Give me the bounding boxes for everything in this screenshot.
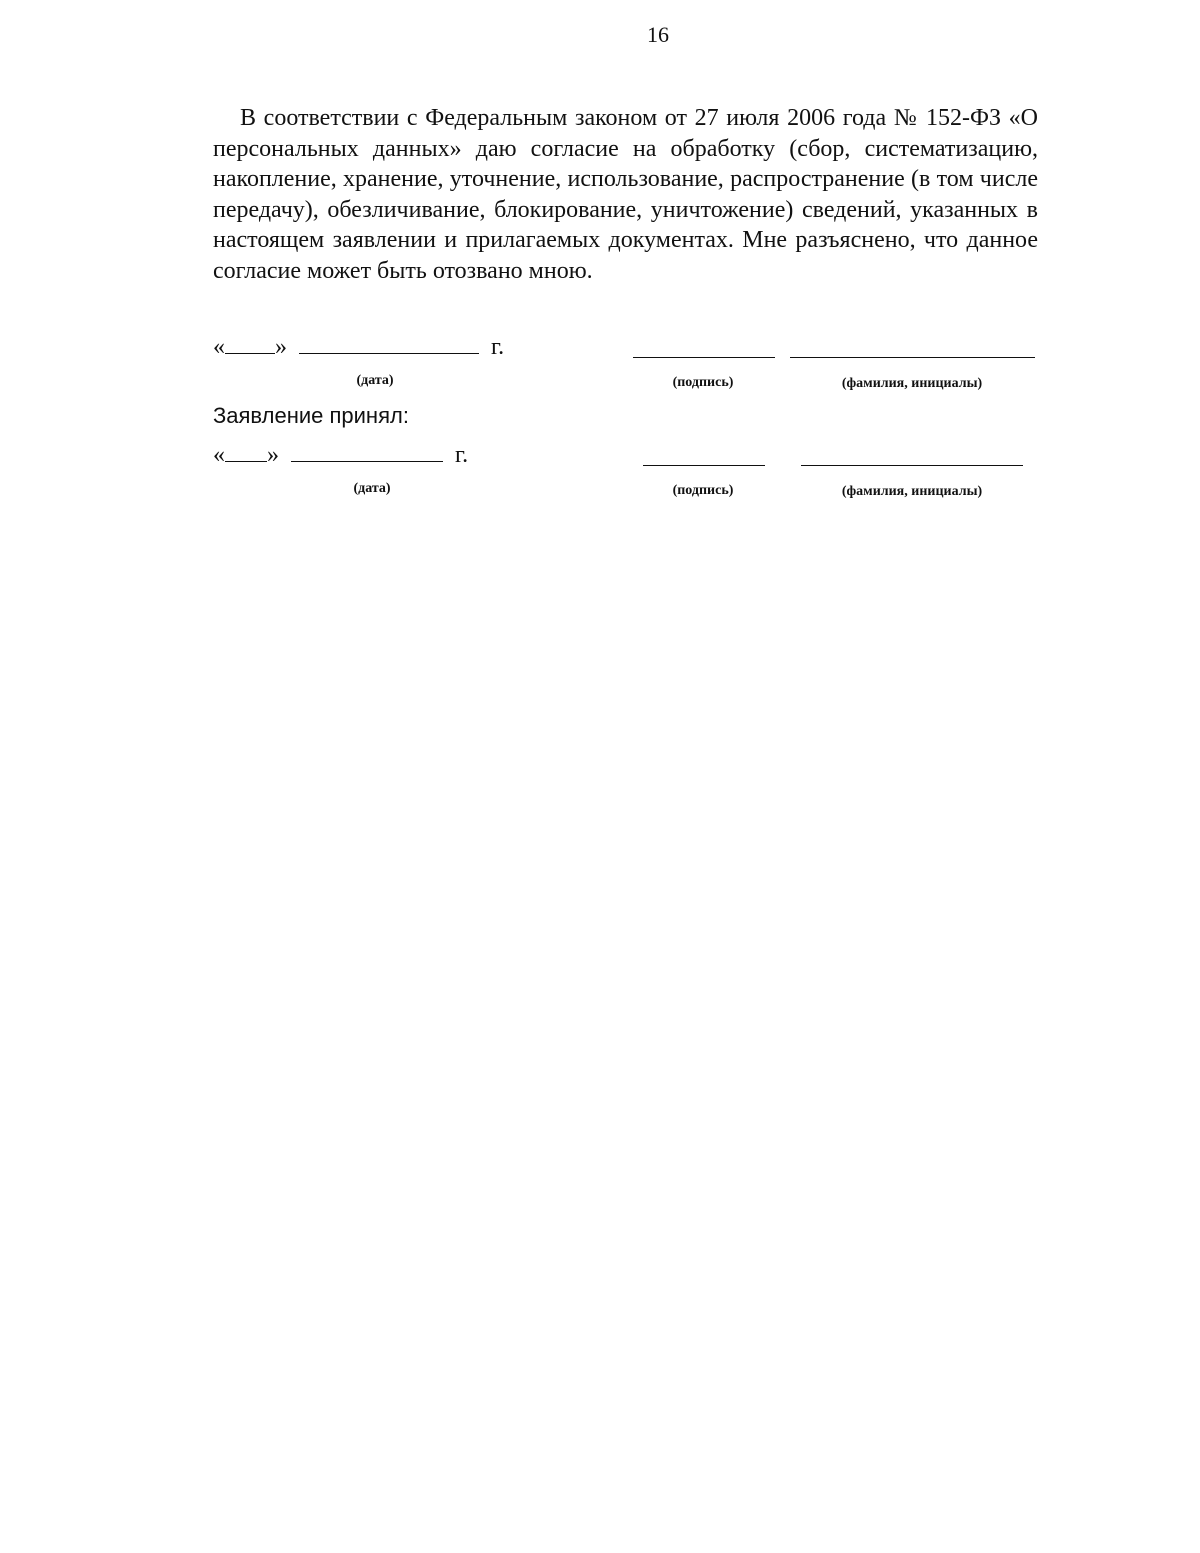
consent-paragraph: В соответствии с Федеральным законом от 27 июля 2006 года № 152-ФЗ «О персональных данных» даю согласие на обработку (сбор, систематизацию, накопление, хранение, уточнение, использование, распространение (в том числе передачу), обезличивание, блокирование, уничтожение) сведений, указанных в настоящем заявлении и прилагаемых документах. Мне разъяснено, что данное согласие может быть отозвано мною. [213,105,1038,284]
day-blank[interactable] [225,441,267,462]
year-suffix: г. [455,442,469,468]
day-blank[interactable] [225,333,275,354]
receiver-signature-caption: (подпись) [672,483,734,498]
month-blank[interactable] [291,441,443,462]
receiver-date-caption: (дата) [353,481,391,496]
receiver-signature-line[interactable] [643,465,765,466]
close-quote: » [275,334,287,360]
receiver-name-line[interactable] [801,465,1023,466]
open-quote: « [213,442,225,468]
open-quote: « [213,334,225,360]
accepted-by-label: Заявление принял: [213,403,409,428]
applicant-date-caption: (дата) [356,373,394,388]
page-number: 16 [647,22,669,47]
applicant-date-line [213,333,504,360]
applicant-name-caption: (фамилия, инициалы) [841,376,983,391]
applicant-signature-line[interactable] [633,357,775,358]
applicant-signature-caption: (подпись) [672,375,734,390]
month-blank[interactable] [299,333,479,354]
applicant-name-line[interactable] [790,357,1035,358]
receiver-date-line [213,441,468,468]
receiver-name-caption: (фамилия, инициалы) [841,484,983,499]
close-quote: » [267,442,279,468]
year-suffix: г. [491,334,505,360]
